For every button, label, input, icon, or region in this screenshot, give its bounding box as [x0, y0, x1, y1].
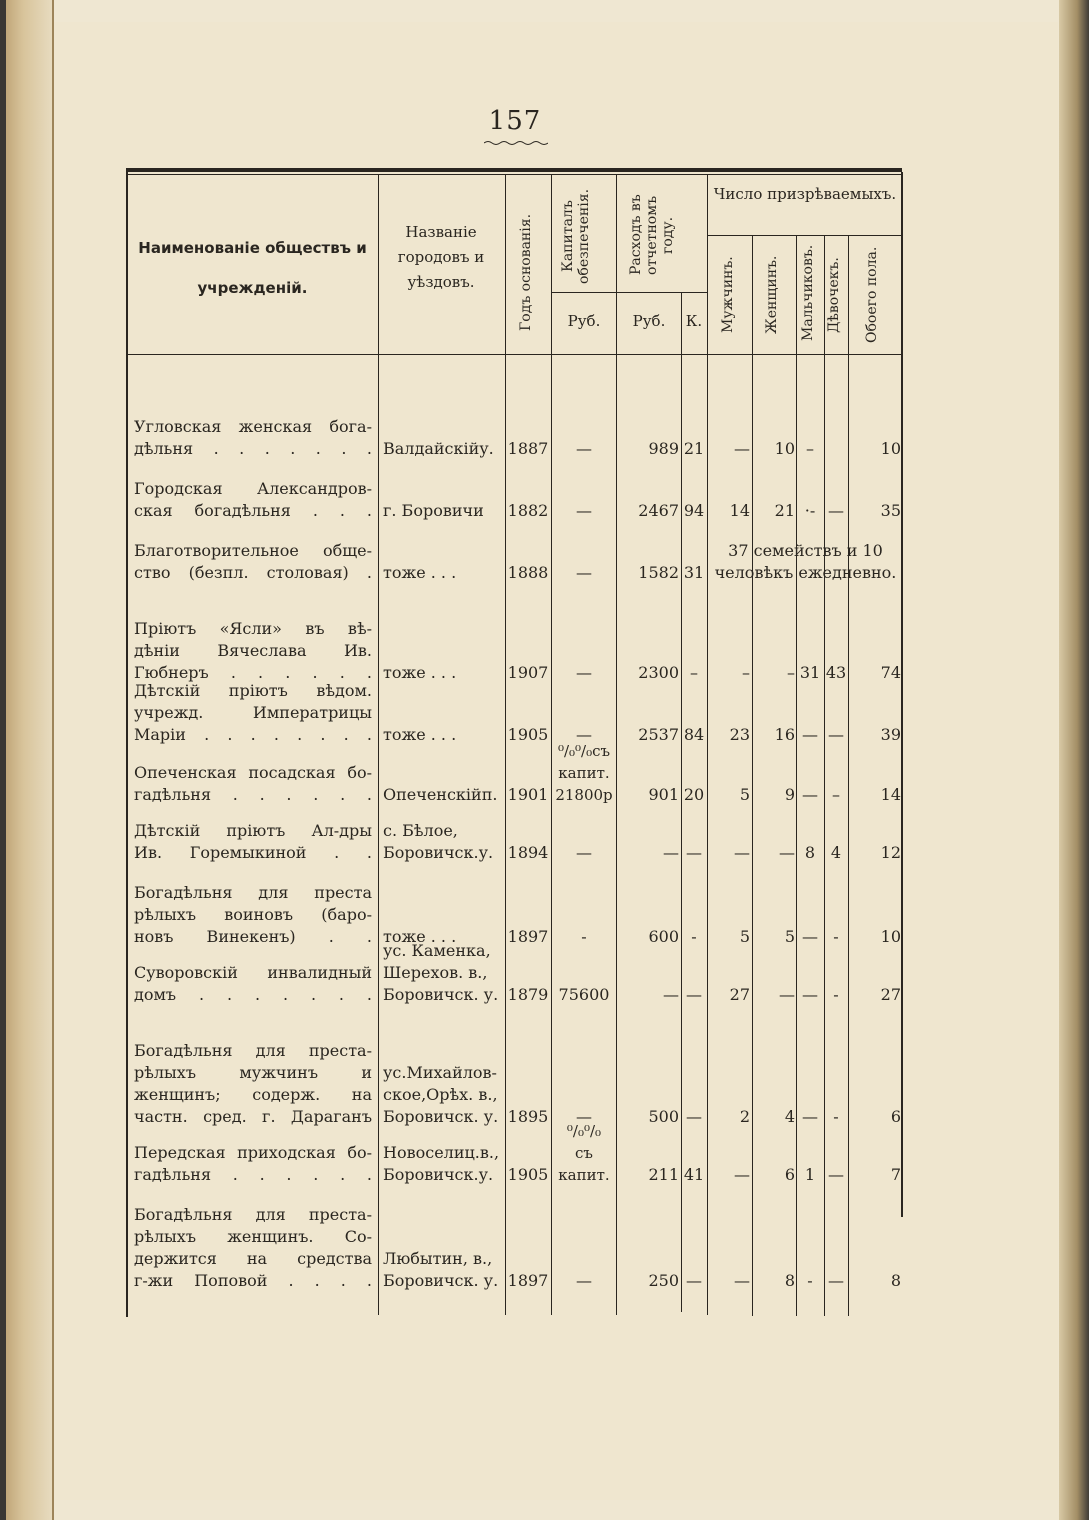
row-rub: 600 [648, 927, 679, 946]
row-year: 1905 [507, 725, 549, 744]
row-rub: 500 [648, 1107, 679, 1126]
row-name-line: Гюбнеръ . . . . . . [134, 663, 372, 682]
row-name-line: рѣлыхъ женщинъ. Со- [134, 1227, 372, 1246]
row-name-line: Марiи . . . . . . . . [134, 725, 372, 744]
row-name-line: домъ . . . . . . . [134, 985, 372, 1004]
row-rub: 211 [648, 1165, 679, 1184]
header-capital-unit: Руб. [567, 312, 601, 330]
row-kop: 94 [683, 501, 705, 520]
row-name-line: Городская Александров- [134, 479, 372, 498]
row-name-line: Дѣтскiй прiютъ вѣдом. [134, 681, 372, 700]
row-men: — [734, 1165, 750, 1184]
page-edge-shadow [1059, 0, 1089, 1520]
row-total: 74 [880, 663, 901, 682]
row-capital: — [576, 501, 592, 520]
row-name-line: Передская приходская бо- [134, 1143, 372, 1162]
row-women: 4 [784, 1107, 795, 1126]
row-capital-line: капит. [558, 764, 610, 782]
row-year: 1897 [507, 927, 549, 946]
header-men: Мужчинъ. [720, 256, 736, 334]
row-name-line: Опеченская посадская бо- [134, 763, 372, 782]
row-men: 14 [729, 501, 750, 520]
row-rub: 250 [648, 1271, 679, 1290]
row-girls: 4 [830, 843, 842, 862]
header-total: Обоего пола. [864, 246, 880, 344]
row-rub: 901 [648, 785, 679, 804]
row-year: 1887 [507, 439, 549, 458]
table-top-rule-thin [126, 174, 902, 175]
row-city-line: Любытин, в., [383, 1249, 493, 1268]
row-name-line: женщинъ; содерж. на [134, 1085, 372, 1104]
header-city-line2: городовъ и [397, 248, 485, 266]
row-name-line: Благотворительное обще- [134, 541, 372, 560]
row-name-line: учрежд. Императрицы [134, 703, 372, 722]
header-city [380, 220, 502, 295]
row-total: 14 [880, 785, 901, 804]
row-kop: 84 [683, 725, 705, 744]
row-men: 23 [729, 725, 750, 744]
row-boys: — [802, 985, 818, 1004]
row-city-line: с. Бѣлое, [383, 821, 458, 840]
row-boys: — [802, 1107, 818, 1126]
row-city-line: Шерехов. в., [383, 963, 488, 982]
row-name-line: гадѣльня . . . . . . [134, 785, 372, 804]
row-city-line: г. Боровичи [383, 501, 484, 520]
row-girls: - [833, 927, 839, 946]
row-rub: 1582 [638, 563, 679, 582]
row-name-line: Дѣтскiй прiютъ Ал-дры [134, 821, 372, 840]
row-city-line: ское,Орѣх. в., [383, 1085, 498, 1104]
page-number: 157 [488, 106, 542, 136]
row-name-line: гадѣльня . . . . . . [134, 1165, 372, 1184]
row-kop: — [686, 1107, 702, 1126]
row-city-line: тоже . . . [383, 725, 457, 744]
row-boys: — [802, 927, 818, 946]
row-city-line: Валдайскiйу. [383, 439, 494, 458]
row-girls: — [828, 725, 844, 744]
header-expense: Расходъ въ отчетномъ году. [628, 194, 676, 276]
row-total: 35 [880, 501, 901, 520]
header-name-line2: учрежденiй. [197, 279, 308, 297]
ornament-squiggle [484, 140, 548, 146]
row-women: 5 [784, 927, 795, 946]
col-divider-women [796, 236, 797, 1316]
units-header-rule [551, 292, 707, 293]
row-city-line: тоже . . . [383, 563, 457, 582]
row-name-line: Угловская женская бога- [134, 417, 372, 436]
row-name-line: Прiютъ «Ясли» въ вѣ- [134, 619, 372, 638]
row-name-line: Богадѣльня для преста- [134, 1041, 372, 1060]
row-name-line: Богадѣльня для преста- [134, 1205, 372, 1224]
row-total: 10 [880, 439, 901, 458]
row-boys: — [802, 725, 818, 744]
row-city-line: Боровичск. у. [383, 985, 499, 1004]
row-city-line: Боровичск.у. [383, 843, 494, 862]
header-expense-rub: Руб. [632, 312, 666, 330]
row-men: — [734, 1271, 750, 1290]
book-spine [0, 0, 54, 1520]
row-capital: — [576, 843, 592, 862]
header-city-line1: Названiе [405, 223, 477, 241]
row-city-line: тоже . . . [383, 927, 457, 946]
row-total: 10 [880, 927, 901, 946]
row-name-line: Суворовскiй инвалидный [134, 963, 372, 982]
row-name-line: рѣлыхъ мужчинъ и [134, 1063, 372, 1082]
row-year: 1901 [507, 785, 549, 804]
row-kop: 41 [683, 1165, 705, 1184]
row-capital: — [576, 725, 592, 744]
header-bottom-rule [126, 354, 902, 355]
header-city-line3: уѣздовъ. [407, 273, 475, 291]
header-capital: Капиталъ обезпеченiя. [560, 188, 592, 284]
row-name-line: дѣнiи Вячеслава Ив. [134, 641, 372, 660]
row-kop: – [690, 663, 698, 682]
row-year: 1897 [507, 1271, 549, 1290]
row-girls: – [832, 785, 840, 804]
row-men: 27 [729, 985, 750, 1004]
residents-header-rule [707, 235, 901, 236]
row-name-line: держится на средства [134, 1249, 372, 1268]
row-girls: — [828, 501, 844, 520]
table-left-border [126, 172, 128, 1317]
row-girls: — [828, 1165, 844, 1184]
row-note-line: 37 семействъ и 10 [728, 541, 883, 560]
row-girls: — [828, 1271, 844, 1290]
row-women: — [779, 985, 795, 1004]
row-capital-line: 21800р [555, 786, 613, 804]
row-boys: 8 [804, 843, 816, 862]
row-capital-line: съ [575, 1144, 593, 1162]
row-kop: 31 [683, 563, 705, 582]
row-name-line: Богадѣльня для преста [134, 883, 372, 902]
header-boys: Мальчиковъ. [800, 244, 816, 341]
row-kop: 20 [683, 785, 705, 804]
row-women: – [787, 663, 795, 682]
row-name-line: г-жи Поповой . . . . [134, 1271, 372, 1290]
row-girls: - [833, 1107, 839, 1126]
row-men: 5 [739, 927, 750, 946]
row-men: — [734, 439, 750, 458]
row-kop: 21 [683, 439, 705, 458]
row-rub: 989 [648, 439, 679, 458]
row-name-line: рѣлыхъ воиновъ (баро- [134, 905, 372, 924]
col-divider-girls [848, 236, 849, 1316]
row-total: 27 [880, 985, 901, 1004]
row-men: 5 [739, 785, 750, 804]
row-men: — [734, 843, 750, 862]
row-rub: 2300 [638, 663, 679, 682]
row-rub: — [663, 985, 679, 1004]
col-divider-name [378, 175, 379, 1315]
row-rub: — [663, 843, 679, 862]
row-boys: 1 [804, 1165, 816, 1184]
row-capital-line: ⁰/₀⁰/₀ [566, 1122, 602, 1140]
row-women: 6 [784, 1165, 795, 1184]
header-girls: Дѣвочекъ. [826, 257, 842, 333]
row-year: 1888 [507, 563, 549, 582]
row-year: 1905 [507, 1165, 549, 1184]
row-women: 16 [774, 725, 795, 744]
row-capital: — [576, 663, 592, 682]
row-capital: — [576, 563, 592, 582]
row-city-line: тоже . . . [383, 663, 457, 682]
col-divider-men [752, 236, 753, 1316]
row-kop: — [686, 985, 702, 1004]
row-boys: – [806, 439, 814, 458]
row-total: 8 [890, 1271, 901, 1290]
row-name-line: ская богадѣльня . . . [134, 501, 372, 520]
table-right-border [901, 172, 903, 1217]
row-name-line: дѣльня . . . . . . . [134, 439, 372, 458]
row-kop: — [686, 843, 702, 862]
row-rub: 2467 [638, 501, 679, 520]
row-women: 8 [784, 1271, 795, 1290]
row-year: 1882 [507, 501, 549, 520]
row-total: 6 [890, 1107, 901, 1126]
row-name-line: ство (безпл. столовая) . [134, 563, 372, 582]
row-city-line: ус. Каменка, [383, 941, 491, 960]
header-expense-kop: К. [685, 312, 703, 330]
row-city-line: Опеченскiйп. [383, 785, 498, 804]
row-city-line: Боровичск. у. [383, 1271, 499, 1290]
row-city-line: Новоселиц.в., [383, 1143, 500, 1162]
table-top-rule [126, 168, 902, 172]
row-rub: 2537 [638, 725, 679, 744]
row-boys: 31 [799, 663, 821, 682]
row-capital: — [576, 1107, 592, 1126]
col-divider-boys [824, 236, 825, 1316]
row-kop: - [691, 927, 697, 946]
row-city-line: ус.Михайлов- [383, 1063, 497, 1082]
row-women: 10 [774, 439, 795, 458]
row-name-line: частн. сред. г. Дараганъ [134, 1107, 372, 1126]
row-boys: — [802, 785, 818, 804]
row-capital-line: капит. [558, 1166, 610, 1184]
row-boys: ·- [804, 501, 816, 520]
header-women: Женщинъ. [764, 255, 780, 335]
row-total: 39 [880, 725, 901, 744]
row-kop: — [686, 1271, 702, 1290]
row-total: 12 [880, 843, 901, 862]
row-capital-line: ⁰/₀⁰/₀съ [557, 742, 611, 760]
row-year: 1907 [507, 663, 549, 682]
row-girls: 43 [825, 663, 847, 682]
row-total: 7 [890, 1165, 901, 1184]
row-name-line: Ив. Горемыкиной . . [134, 843, 372, 862]
header-name-line1: Наименованiе обществъ и [138, 239, 367, 257]
row-capital: — [576, 439, 592, 458]
row-women: — [779, 843, 795, 862]
row-year: 1894 [507, 843, 549, 862]
row-capital: 75600 [558, 985, 610, 1004]
row-year: 1879 [507, 985, 549, 1004]
header-year: Годъ основанiя. [518, 213, 534, 332]
row-capital: — [576, 1271, 592, 1290]
row-boys: - [807, 1271, 813, 1290]
row-women: 9 [784, 785, 795, 804]
row-note-line: человѣкъ ежедневно. [714, 563, 897, 582]
row-year: 1895 [507, 1107, 549, 1126]
header-name [130, 228, 375, 308]
row-women: 21 [774, 501, 795, 520]
row-girls: - [833, 985, 839, 1004]
row-capital: - [581, 927, 587, 946]
row-name-line: новъ Винекенъ) . . [134, 927, 372, 946]
row-men: 2 [739, 1107, 750, 1126]
row-city-line: Боровичск.у. [383, 1165, 494, 1184]
row-men: – [742, 663, 750, 682]
header-residents: Число призрѣваемыхъ. [713, 185, 897, 203]
book-edge [0, 0, 6, 1520]
row-city-line: Боровичск. у. [383, 1107, 499, 1126]
